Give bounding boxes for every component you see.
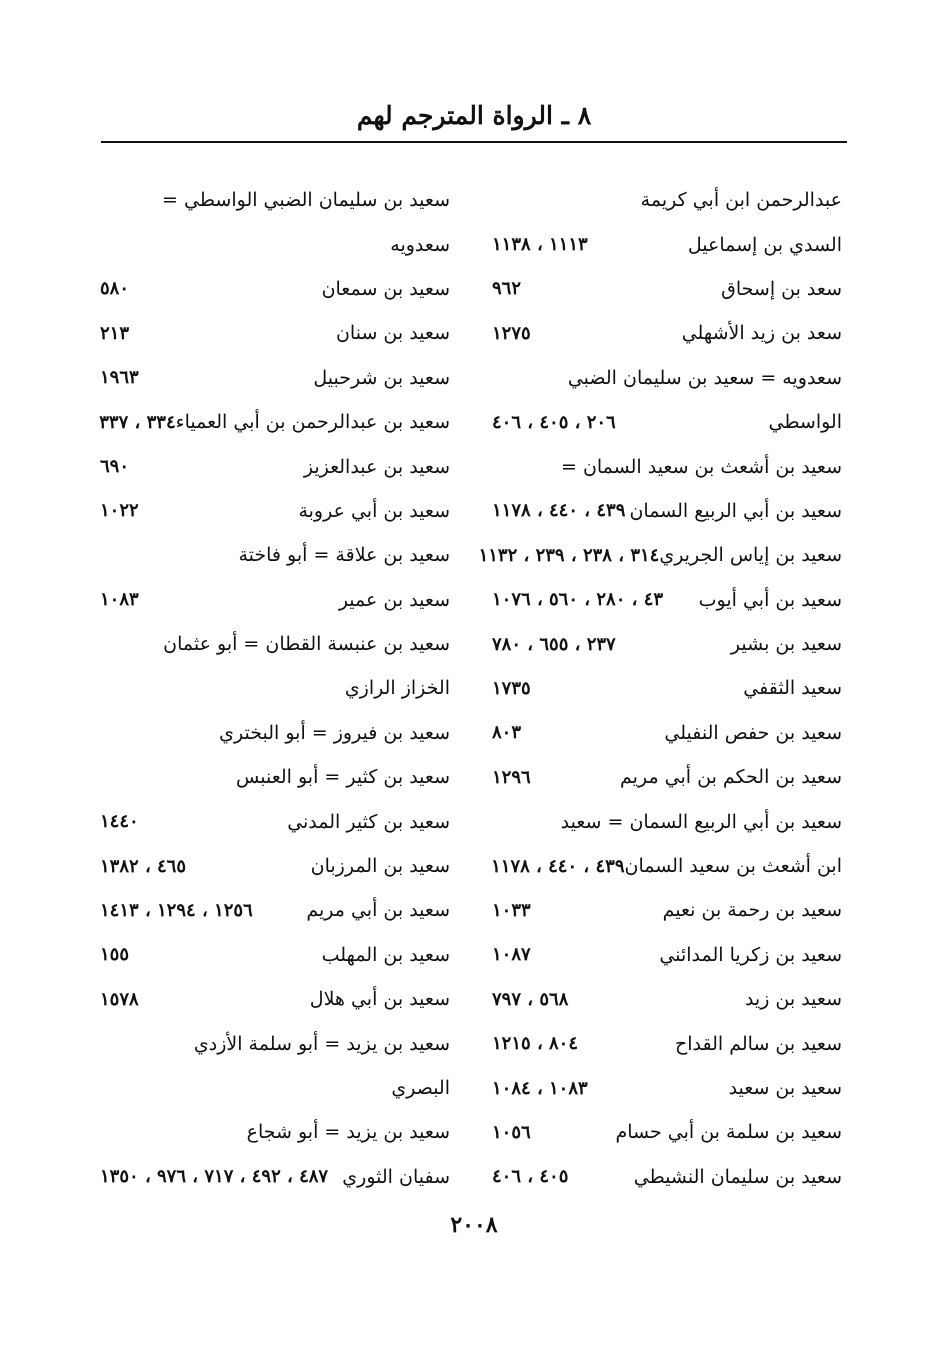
header-divider bbox=[101, 141, 847, 143]
page-number: ٢٠٠٨ bbox=[450, 1212, 498, 1238]
entry-pages: ٤٣٩ ، ٤٤٠ ، ١١٧٨ bbox=[491, 855, 625, 877]
index-entry bbox=[100, 356, 450, 400]
index-entry bbox=[492, 799, 842, 843]
index-entry bbox=[100, 533, 450, 577]
index-entry bbox=[100, 1155, 450, 1199]
entry-pages: ١٢٥٦ ، ١٢٩٤ ، ١٤١٣ bbox=[100, 899, 253, 921]
entry-name: سعيد بن سلمة بن أبي حسام bbox=[615, 1121, 842, 1144]
entry-name: سعيد بن شرحبيل bbox=[313, 366, 450, 389]
entry-name: سعيد بن رحمة بن نعيم bbox=[662, 899, 842, 922]
entry-name: سعيد بن أبي الربيع السمان = سعيد bbox=[560, 810, 842, 833]
entry-pages: ٤٨٧ ، ٤٩٢ ، ٧١٧ ، ٩٧٦ ، ١٣٥٠ bbox=[100, 1166, 329, 1188]
entry-name: سعيد بن الحكم بن أبي مريم bbox=[620, 766, 842, 789]
index-entry bbox=[492, 489, 842, 533]
index-entry bbox=[100, 489, 450, 533]
entry-name: سعيد بن يزيد = أبو سلمة الأزدي bbox=[193, 1032, 450, 1055]
entry-pages: ١٧٣٥ bbox=[492, 677, 531, 699]
entry-pages: ٤٣ ، ٢٨٠ ، ٥٦٠ ، ١٠٧٦ bbox=[492, 589, 664, 611]
page-title: ٨ ـ الرواة المترجم لهم bbox=[356, 101, 592, 130]
entry-pages: ١٠٣٣ bbox=[492, 899, 531, 921]
index-entry bbox=[100, 977, 450, 1021]
entry-name: سعيد بن أبي الربيع السمان bbox=[629, 499, 842, 522]
entry-name: سعدويه bbox=[390, 233, 450, 256]
entry-name: سعيد بن سمعان bbox=[321, 277, 450, 300]
entry-pages: ١٢٩٦ bbox=[492, 766, 531, 788]
entry-name: ابن أشعث بن سعيد السمان bbox=[624, 855, 842, 878]
entry-pages: ٦٩٠ bbox=[100, 456, 130, 478]
entry-name: سعيد بن عمير bbox=[338, 588, 450, 611]
index-entry bbox=[492, 622, 842, 666]
index-entry bbox=[492, 356, 842, 400]
entry-name: سعيد بن عنبسة القطان = أبو عثمان bbox=[163, 633, 450, 656]
entry-pages: ٢١٣ bbox=[100, 322, 130, 344]
entry-name: السدي بن إسماعيل bbox=[687, 233, 842, 256]
entry-name: سعيد بن حفص النفيلي bbox=[664, 721, 842, 744]
entry-name: سعيد بن عبدالرحمن بن أبي العمياء bbox=[175, 411, 450, 434]
index-entry bbox=[100, 178, 450, 222]
entry-pages: ١٤٤٠ bbox=[100, 811, 139, 833]
entry-pages: ١٥٧٨ bbox=[100, 988, 139, 1010]
entry-name: سعيد بن المهلب bbox=[321, 943, 450, 966]
entry-pages: ١١١٣ ، ١١٣٨ bbox=[492, 234, 588, 256]
index-entry bbox=[100, 755, 450, 799]
index-entry bbox=[492, 444, 842, 488]
index-entry bbox=[100, 666, 450, 710]
index-entry bbox=[100, 888, 450, 932]
index-entry bbox=[100, 799, 450, 843]
entry-name: سعد بن إسحاق bbox=[721, 277, 842, 300]
entry-pages: ١٠٨٧ bbox=[492, 944, 531, 966]
entry-name: سعيد بن أبي مريم bbox=[306, 899, 450, 922]
entry-name: الواسطي bbox=[768, 411, 842, 434]
entry-name: سعدويه = سعيد بن سليمان الضبي bbox=[567, 366, 842, 389]
entry-pages: ٥٦٨ ، ٧٩٧ bbox=[492, 988, 569, 1010]
index-entry bbox=[100, 1066, 450, 1110]
entry-pages: ٨٠٣ bbox=[492, 722, 522, 744]
entry-name: سعيد بن سليمان النشيطي bbox=[633, 1165, 842, 1188]
entry-name: سفيان الثوري bbox=[342, 1165, 450, 1188]
index-entry bbox=[100, 444, 450, 488]
entry-name: سعيد بن كثير = أبو العنبس bbox=[236, 766, 450, 789]
entry-pages: ١٠٨٣ ، ١٠٨٤ bbox=[492, 1077, 588, 1099]
entry-name: سعيد بن سنان bbox=[335, 322, 450, 345]
index-entry bbox=[492, 578, 842, 622]
index-entry bbox=[492, 711, 842, 755]
index-entry bbox=[492, 844, 842, 888]
entry-name: عبدالرحمن ابن أبي كريمة bbox=[640, 189, 842, 212]
entry-name: سعيد بن يزيد = أبو شجاع bbox=[246, 1121, 450, 1144]
index-entry bbox=[492, 400, 842, 444]
entry-name: سعيد بن أبي أيوب bbox=[698, 588, 842, 611]
index-entry bbox=[478, 533, 842, 577]
entry-pages: ١٠٨٣ bbox=[100, 589, 139, 611]
index-entry bbox=[100, 400, 450, 444]
entry-pages: ٢٣٧ ، ٦٥٥ ، ٧٨٠ bbox=[492, 633, 616, 655]
entry-name: سعيد بن سعيد bbox=[728, 1077, 842, 1099]
entry-pages: ٩٦٢ bbox=[492, 278, 522, 300]
entry-name: سعيد الثقفي bbox=[743, 677, 842, 700]
index-entry bbox=[100, 267, 450, 311]
entry-name: سعيد بن سالم القداح bbox=[674, 1032, 842, 1055]
entry-name: البصري bbox=[391, 1077, 450, 1099]
entry-name: سعيد بن زيد bbox=[744, 988, 842, 1011]
entry-pages: ١٥٥ bbox=[100, 944, 130, 966]
entry-name: سعيد بن المرزبان bbox=[310, 855, 450, 878]
entry-pages: ٤٣٩ ، ٤٤٠ ، ١١٧٨ bbox=[492, 500, 626, 522]
entry-pages: ٥٨٠ bbox=[100, 278, 130, 300]
index-entry bbox=[492, 1110, 842, 1154]
entry-name: سعيد بن زكريا المدائني bbox=[659, 943, 842, 966]
index-entry bbox=[100, 844, 450, 888]
index-entry bbox=[492, 1021, 842, 1065]
entry-pages: ٤٠٥ ، ٤٠٦ bbox=[492, 1166, 569, 1188]
index-entry bbox=[100, 933, 450, 977]
index-entry bbox=[492, 178, 842, 222]
entry-pages: ٢٠٦ ، ٤٠٥ ، ٤٠٦ bbox=[492, 411, 616, 433]
entry-name: سعيد بن بشير bbox=[730, 633, 842, 656]
index-column-left bbox=[100, 178, 450, 1199]
index-entry bbox=[100, 711, 450, 755]
index-entry bbox=[100, 1110, 450, 1154]
index-entry bbox=[492, 1066, 842, 1110]
index-entry bbox=[492, 755, 842, 799]
entry-name: الخزاز الرازي bbox=[344, 677, 450, 700]
index-entry bbox=[492, 267, 842, 311]
entry-pages: ١٩٦٣ bbox=[100, 367, 139, 389]
index-column-right bbox=[478, 178, 842, 1199]
entry-name: سعيد بن سليمان الضبي الواسطي = bbox=[162, 189, 450, 212]
index-entry bbox=[492, 666, 842, 710]
entry-name: سعيد بن أبي هلال bbox=[309, 988, 450, 1011]
index-entry bbox=[492, 888, 842, 932]
index-entry bbox=[492, 1155, 842, 1199]
entry-name: سعيد بن علاقة = أبو فاختة bbox=[238, 544, 450, 567]
entry-name: سعد بن زيد الأشهلي bbox=[681, 322, 842, 345]
entry-pages: ١٠٢٢ bbox=[100, 500, 139, 522]
index-entry bbox=[492, 977, 842, 1021]
entry-pages: ٨٠٤ ، ١٢١٥ bbox=[492, 1033, 579, 1055]
index-entry bbox=[492, 311, 842, 355]
index-entry bbox=[100, 311, 450, 355]
index-entry bbox=[492, 222, 842, 266]
index-entry bbox=[100, 1021, 450, 1065]
index-entry bbox=[100, 622, 450, 666]
entry-name: سعيد بن كثير المدني bbox=[287, 810, 450, 833]
entry-name: سعيد بن عبدالعزيز bbox=[303, 455, 450, 478]
entry-pages: ٣٣٤ ، ٣٣٧ bbox=[99, 411, 176, 433]
entry-pages: ٣١٤ ، ٢٣٨ ، ٢٣٩ ، ١١٣٢ bbox=[478, 544, 660, 566]
entry-pages: ١٢٧٥ bbox=[492, 322, 531, 344]
index-entry bbox=[100, 578, 450, 622]
entry-pages: ١٠٥٦ bbox=[492, 1121, 531, 1143]
entry-name: سعيد بن أشعث بن سعيد السمان = bbox=[560, 455, 842, 478]
entry-pages: ٤٦٥ ، ١٣٨٢ bbox=[100, 855, 187, 877]
index-entry bbox=[100, 222, 450, 266]
entry-name: سعيد بن أبي عروبة bbox=[298, 499, 450, 522]
entry-name: سعيد بن فيروز = أبو البختري bbox=[219, 721, 450, 744]
index-entry bbox=[492, 933, 842, 977]
entry-name: سعيد بن إياس الجريري bbox=[659, 544, 842, 567]
